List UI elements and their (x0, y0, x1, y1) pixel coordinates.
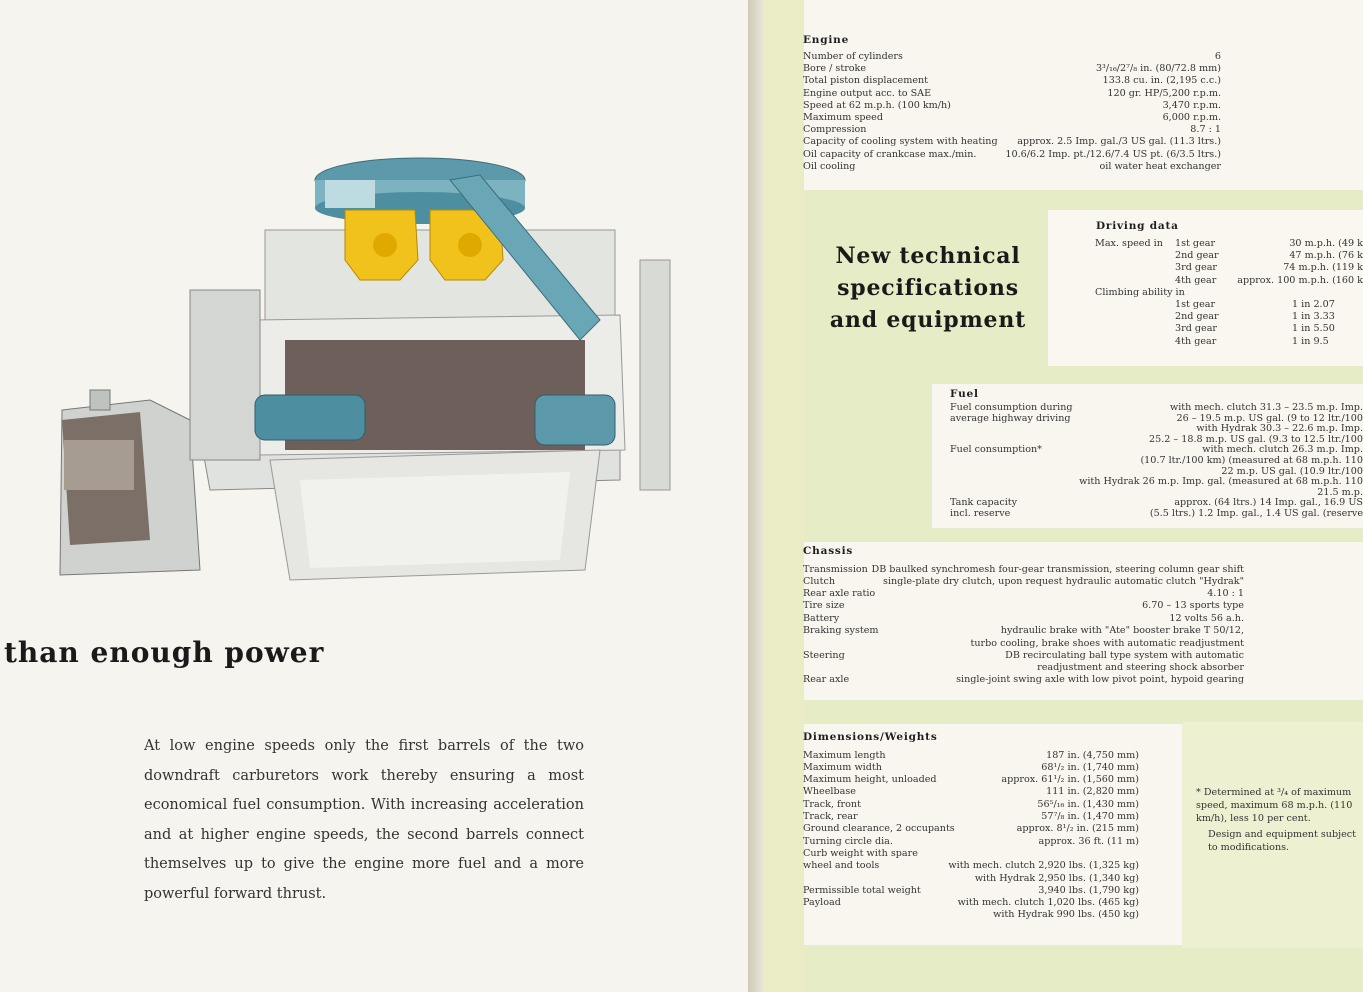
fuel-value: 25.2 – 18.8 m.p. US gal. (9.3 to 12.5 ltr./100 (1149, 433, 1363, 445)
dimensions-section-title: Dimensions/Weights (803, 731, 938, 743)
max-speed-value: 74 m.p.h. (119 k (1283, 262, 1363, 274)
dimension-label: Maximum height, unloaded (803, 774, 937, 785)
chassis-spec-label: Rear axle ratio (803, 588, 876, 599)
dimension-label: Permissible total weight (803, 885, 921, 896)
engine-spec-label: Speed at 62 m.p.h. (100 km/h) (803, 99, 951, 111)
chassis-spec-label: Battery (803, 613, 840, 624)
dimension-label: Track, front (803, 799, 861, 810)
climbing-value: 1 in 2.07 (1292, 299, 1335, 310)
chassis-spec-value: DB recirculating ball type system with automatic (1005, 650, 1244, 661)
dimension-value: with Hydrak 2,950 lbs. (1,340 kg) (974, 873, 1139, 884)
chassis-spec-value: 12 volts 56 a.h. (1169, 613, 1244, 624)
engine-spec-label: Maximum speed (803, 112, 884, 123)
gear-label: 1st gear (1175, 299, 1216, 310)
dimension-value: with Hydrak 990 lbs. (450 kg) (993, 909, 1139, 920)
engine-spec-label: Engine output acc. to SAE (803, 87, 932, 99)
fuel-value: with Hydrak 26 m.p. Imp. gal. (measured at 68 m.p.h. 110 (1079, 476, 1363, 488)
engine-spec-value: 6 (1214, 51, 1221, 62)
fuel-label: incl. reserve (950, 508, 1011, 519)
dimension-label: Turning circle dia. (803, 836, 893, 847)
chassis-spec-value: single-plate dry clutch, upon request hydraulic automatic clutch "Hydrak" (883, 576, 1244, 587)
chassis-spec-label: Steering (803, 650, 845, 661)
engine-section-title: Engine (803, 34, 850, 46)
dynamo-illustration (535, 395, 615, 445)
dimension-value: with mech. clutch 2,920 lbs. (1,325 kg) (948, 860, 1139, 871)
climbing-value: 1 in 9.5 (1292, 335, 1329, 347)
engine-spec-value: oil water heat exchanger (1099, 160, 1221, 172)
fuel-value: 26 – 19.5 m.p. US gal. (9 to 12 ltr./100 (1176, 412, 1363, 424)
dimension-value: approx. 8¹/₂ in. (215 mm) (1016, 823, 1139, 834)
divider-band (804, 366, 1363, 384)
driving-section-title: Driving data (1096, 220, 1179, 232)
engine-spec-label: Bore / stroke (803, 63, 867, 75)
chassis-spec-label: Braking system (803, 625, 879, 636)
divider-band (804, 528, 1363, 542)
chassis-spec-value: turbo cooling, brake shoes with automatic readjustment (970, 638, 1244, 649)
engine-spec-label: Total piston displacement (803, 75, 929, 87)
engine-spec-label: Number of cylinders (803, 51, 903, 62)
engine-spec-value: 120 gr. HP/5,200 r.p.m. (1107, 87, 1221, 99)
dimension-value: approx. 36 ft. (11 m) (1038, 836, 1139, 847)
max-speed-value: approx. 100 m.p.h. (160 k (1237, 274, 1363, 286)
dimension-label: Wheelbase (803, 786, 856, 797)
climbing-value: 1 in 5.50 (1292, 323, 1335, 335)
banner-title-line: specifications (837, 275, 1019, 301)
design-note: Design and equipment subject to modifications. (1208, 829, 1357, 853)
page-gutter (748, 0, 764, 992)
dimension-label: Curb weight with spare (803, 848, 918, 859)
dimension-value: 3,940 lbs. (1,790 kg) (1038, 885, 1139, 896)
intro-paragraph: At low engine speeds only the first barrels of the two downdraft carburetors work thereby ensuring a most economical fuel consumption. With increasing acceleration and at higher engine speeds, the second barrels connect themselves up to give the engine more fuel and a more powerful forward thrust. (144, 738, 584, 902)
max-speed-value: 30 m.p.h. (49 k (1289, 238, 1363, 249)
chassis-spec-label: Tire size (803, 600, 845, 611)
engine-spec-value: 8.7 : 1 (1190, 124, 1221, 136)
dimension-value: 68¹/₂ in. (1,740 mm) (1041, 762, 1139, 773)
gear-label: 3rd gear (1175, 323, 1218, 335)
dimension-label: Maximum length (803, 750, 886, 761)
dimension-label: Ground clearance, 2 occupants (803, 823, 955, 834)
chassis-section-title: Chassis (803, 545, 854, 557)
starter-illustration (255, 395, 365, 440)
chassis-spec-value: readjustment and steering shock absorber (1037, 662, 1244, 673)
dimension-value: with mech. clutch 1,020 lbs. (465 kg) (957, 897, 1139, 908)
chassis-spec-value: hydraulic brake with "Ate" booster brake T 50/12, (1000, 625, 1244, 636)
dimension-label: Payload (803, 897, 841, 908)
chassis-spec-label: Clutch (803, 576, 835, 587)
engine-spec-value: 10.6/6.2 Imp. pt./12.6/7.4 US pt. (6/3.5 ltrs.) (1005, 148, 1221, 160)
max-speed-value: 47 m.p.h. (76 k (1289, 250, 1363, 262)
engine-spec-value: 3,470 r.p.m. (1162, 99, 1221, 111)
chassis-spec-value: single-joint swing axle with low pivot point, hypoid gearing (956, 674, 1244, 685)
engine-spec-value: 133.8 cu. in. (2,195 c.c.) (1102, 75, 1221, 87)
dimension-value: 56⁵/₁₆ in. (1,430 mm) (1037, 799, 1139, 810)
gear-label: 4th gear (1175, 335, 1217, 347)
fuel-value: with Hydrak 30.3 – 22.6 m.p. Imp. (1196, 423, 1363, 435)
footnote: * Determined at ³/₄ of maximum speed, maximum 68 m.p.h. (110 km/h), less 10 per cent. (1196, 787, 1353, 824)
gear-label: 1st gear (1175, 238, 1216, 249)
fuel-section-title: Fuel (950, 388, 979, 400)
engine-spec-label: Oil cooling (803, 160, 856, 172)
dimension-value: 111 in. (2,820 mm) (1046, 786, 1139, 797)
divider-band (804, 700, 1363, 724)
divider-band (804, 945, 1363, 992)
engine-spec-label: Oil capacity of crankcase max./min. (803, 148, 977, 160)
engine-spec-value: 3³/₁₆/2⁷/₈ in. (80/72.8 mm) (1095, 63, 1221, 75)
banner-title-line: and equipment (829, 307, 1027, 333)
dimension-value: 187 in. (4,750 mm) (1046, 750, 1139, 761)
gear-label: 4th gear (1175, 274, 1217, 286)
fuel-value: (10.7 ltr./100 km) (measured at 68 m.p.h. 110 (1140, 455, 1363, 466)
climbing-label: Climbing ability in (1095, 287, 1185, 298)
gearbox-illustration (60, 390, 200, 575)
fuel-label: Fuel consumption* (950, 444, 1042, 455)
engine-spec-value: approx. 2.5 Imp. gal./3 US gal. (11.3 ltrs.) (1017, 136, 1221, 148)
gear-label: 2nd gear (1175, 311, 1219, 323)
engine-spec-label: Compression (803, 124, 867, 136)
fuel-label: average highway driving (950, 413, 1071, 424)
chassis-spec-value: DB baulked synchromesh four-gear transmission, steering column gear shift (871, 564, 1244, 575)
chassis-spec-label: Rear axle (803, 674, 850, 685)
dimension-value: 57⁷/₈ in. (1,470 mm) (1041, 811, 1139, 822)
banner-title-line: New technical (835, 243, 1021, 269)
chassis-spec-value: 6.70 – 13 sports type (1142, 600, 1244, 611)
gear-label: 3rd gear (1175, 262, 1218, 274)
fuel-value: (5.5 ltrs.) 1.2 Imp. gal., 1.4 US gal. (reserve (1149, 508, 1363, 519)
dimension-label: wheel and tools (803, 860, 880, 871)
engine-spec-value: 6,000 r.p.m. (1162, 112, 1221, 123)
fuel-value: 22 m.p. US gal. (10.9 ltr./100 (1221, 465, 1363, 477)
fuel-side-panel (804, 384, 932, 528)
dimension-label: Maximum width (803, 762, 882, 773)
dimension-value: approx. 61¹/₂ in. (1,560 mm) (1001, 774, 1139, 785)
chassis-spec-value: 4.10 : 1 (1207, 588, 1244, 599)
dimension-label: Track, rear (803, 811, 858, 822)
engine-spec-label: Capacity of cooling system with heating (803, 136, 998, 148)
fuel-value: 21.5 m.p. (1317, 486, 1363, 498)
fuel-value: with mech. clutch 26.3 m.p. Imp. (1202, 444, 1363, 456)
chassis-spec-label: Transmission (803, 564, 868, 575)
max-speed-label: Max. speed in (1095, 238, 1163, 249)
fuel-label: Fuel consumption during (950, 402, 1073, 413)
engine-illustration (0, 150, 690, 600)
fuel-value: approx. (64 ltrs.) 14 Imp. gal., 16.9 US (1174, 497, 1363, 509)
fuel-label: Tank capacity (950, 497, 1018, 508)
climbing-value: 1 in 3.33 (1292, 311, 1335, 323)
banner-title (812, 240, 1044, 336)
fuel-value: with mech. clutch 31.3 – 23.5 m.p. Imp. (1170, 402, 1363, 413)
gear-label: 2nd gear (1175, 250, 1219, 262)
page-headline: than enough power (4, 636, 325, 669)
